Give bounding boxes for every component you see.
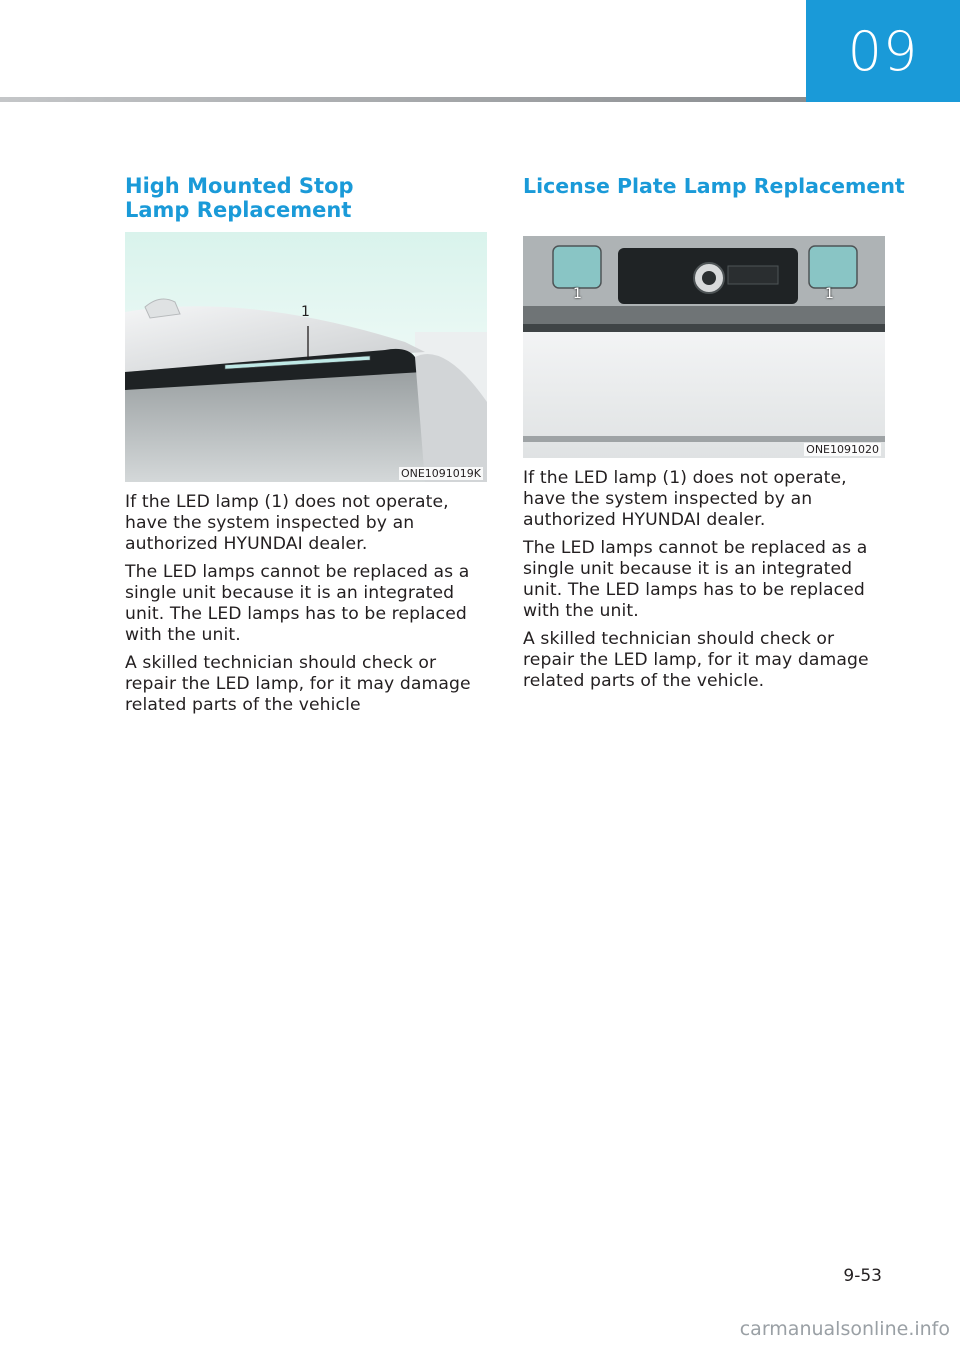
license-lamp-illustration [523, 206, 885, 458]
callout-number-left: 1 [573, 286, 582, 302]
section-license-plate-lamp [523, 174, 905, 699]
section-title: License Plate Lamp Replacement [523, 174, 905, 198]
section-title: High Mounted Stop Lamp Replacement [125, 174, 354, 222]
paragraph: If the LED lamp (1) does not operate, have the system inspected by an authorized HYUNDAI dealer. [125, 492, 449, 554]
callout-number: 1 [301, 304, 310, 320]
figure-code: ONE1091020 [806, 443, 879, 456]
body-text [125, 492, 487, 716]
paragraph: A skilled technician should check or repair the LED lamp, for it may damage related parts of the vehicle. [523, 629, 869, 691]
stop-lamp-figure [125, 232, 487, 482]
paragraph: The LED lamps cannot be replaced as a single unit because it is an integrated unit. The LED lamps has to be replaced with the unit. [523, 538, 868, 621]
callout-number-right: 1 [825, 286, 834, 302]
figure-code: ONE1091019K [400, 467, 481, 480]
paragraph: The LED lamps cannot be replaced as a single unit because it is an integrated unit. The LED lamps has to be replaced with the unit. [125, 562, 470, 645]
header-rule [0, 97, 806, 102]
chapter-tab: 09 [806, 0, 960, 102]
paragraph: If the LED lamp (1) does not operate, have the system inspected by an authorized HYUNDAI dealer. [523, 468, 847, 530]
stop-lamp-illustration [125, 232, 487, 482]
section-high-mounted-stop-lamp [125, 174, 487, 723]
paragraph: A skilled technician should check or repair the LED lamp, for it may damage related parts of the vehicle [125, 653, 471, 715]
body-text [523, 468, 885, 692]
watermark: carmanualsonline.info [739, 1318, 950, 1340]
license-lamp-figure [523, 206, 885, 458]
page-number: 9-53 [843, 1266, 882, 1286]
